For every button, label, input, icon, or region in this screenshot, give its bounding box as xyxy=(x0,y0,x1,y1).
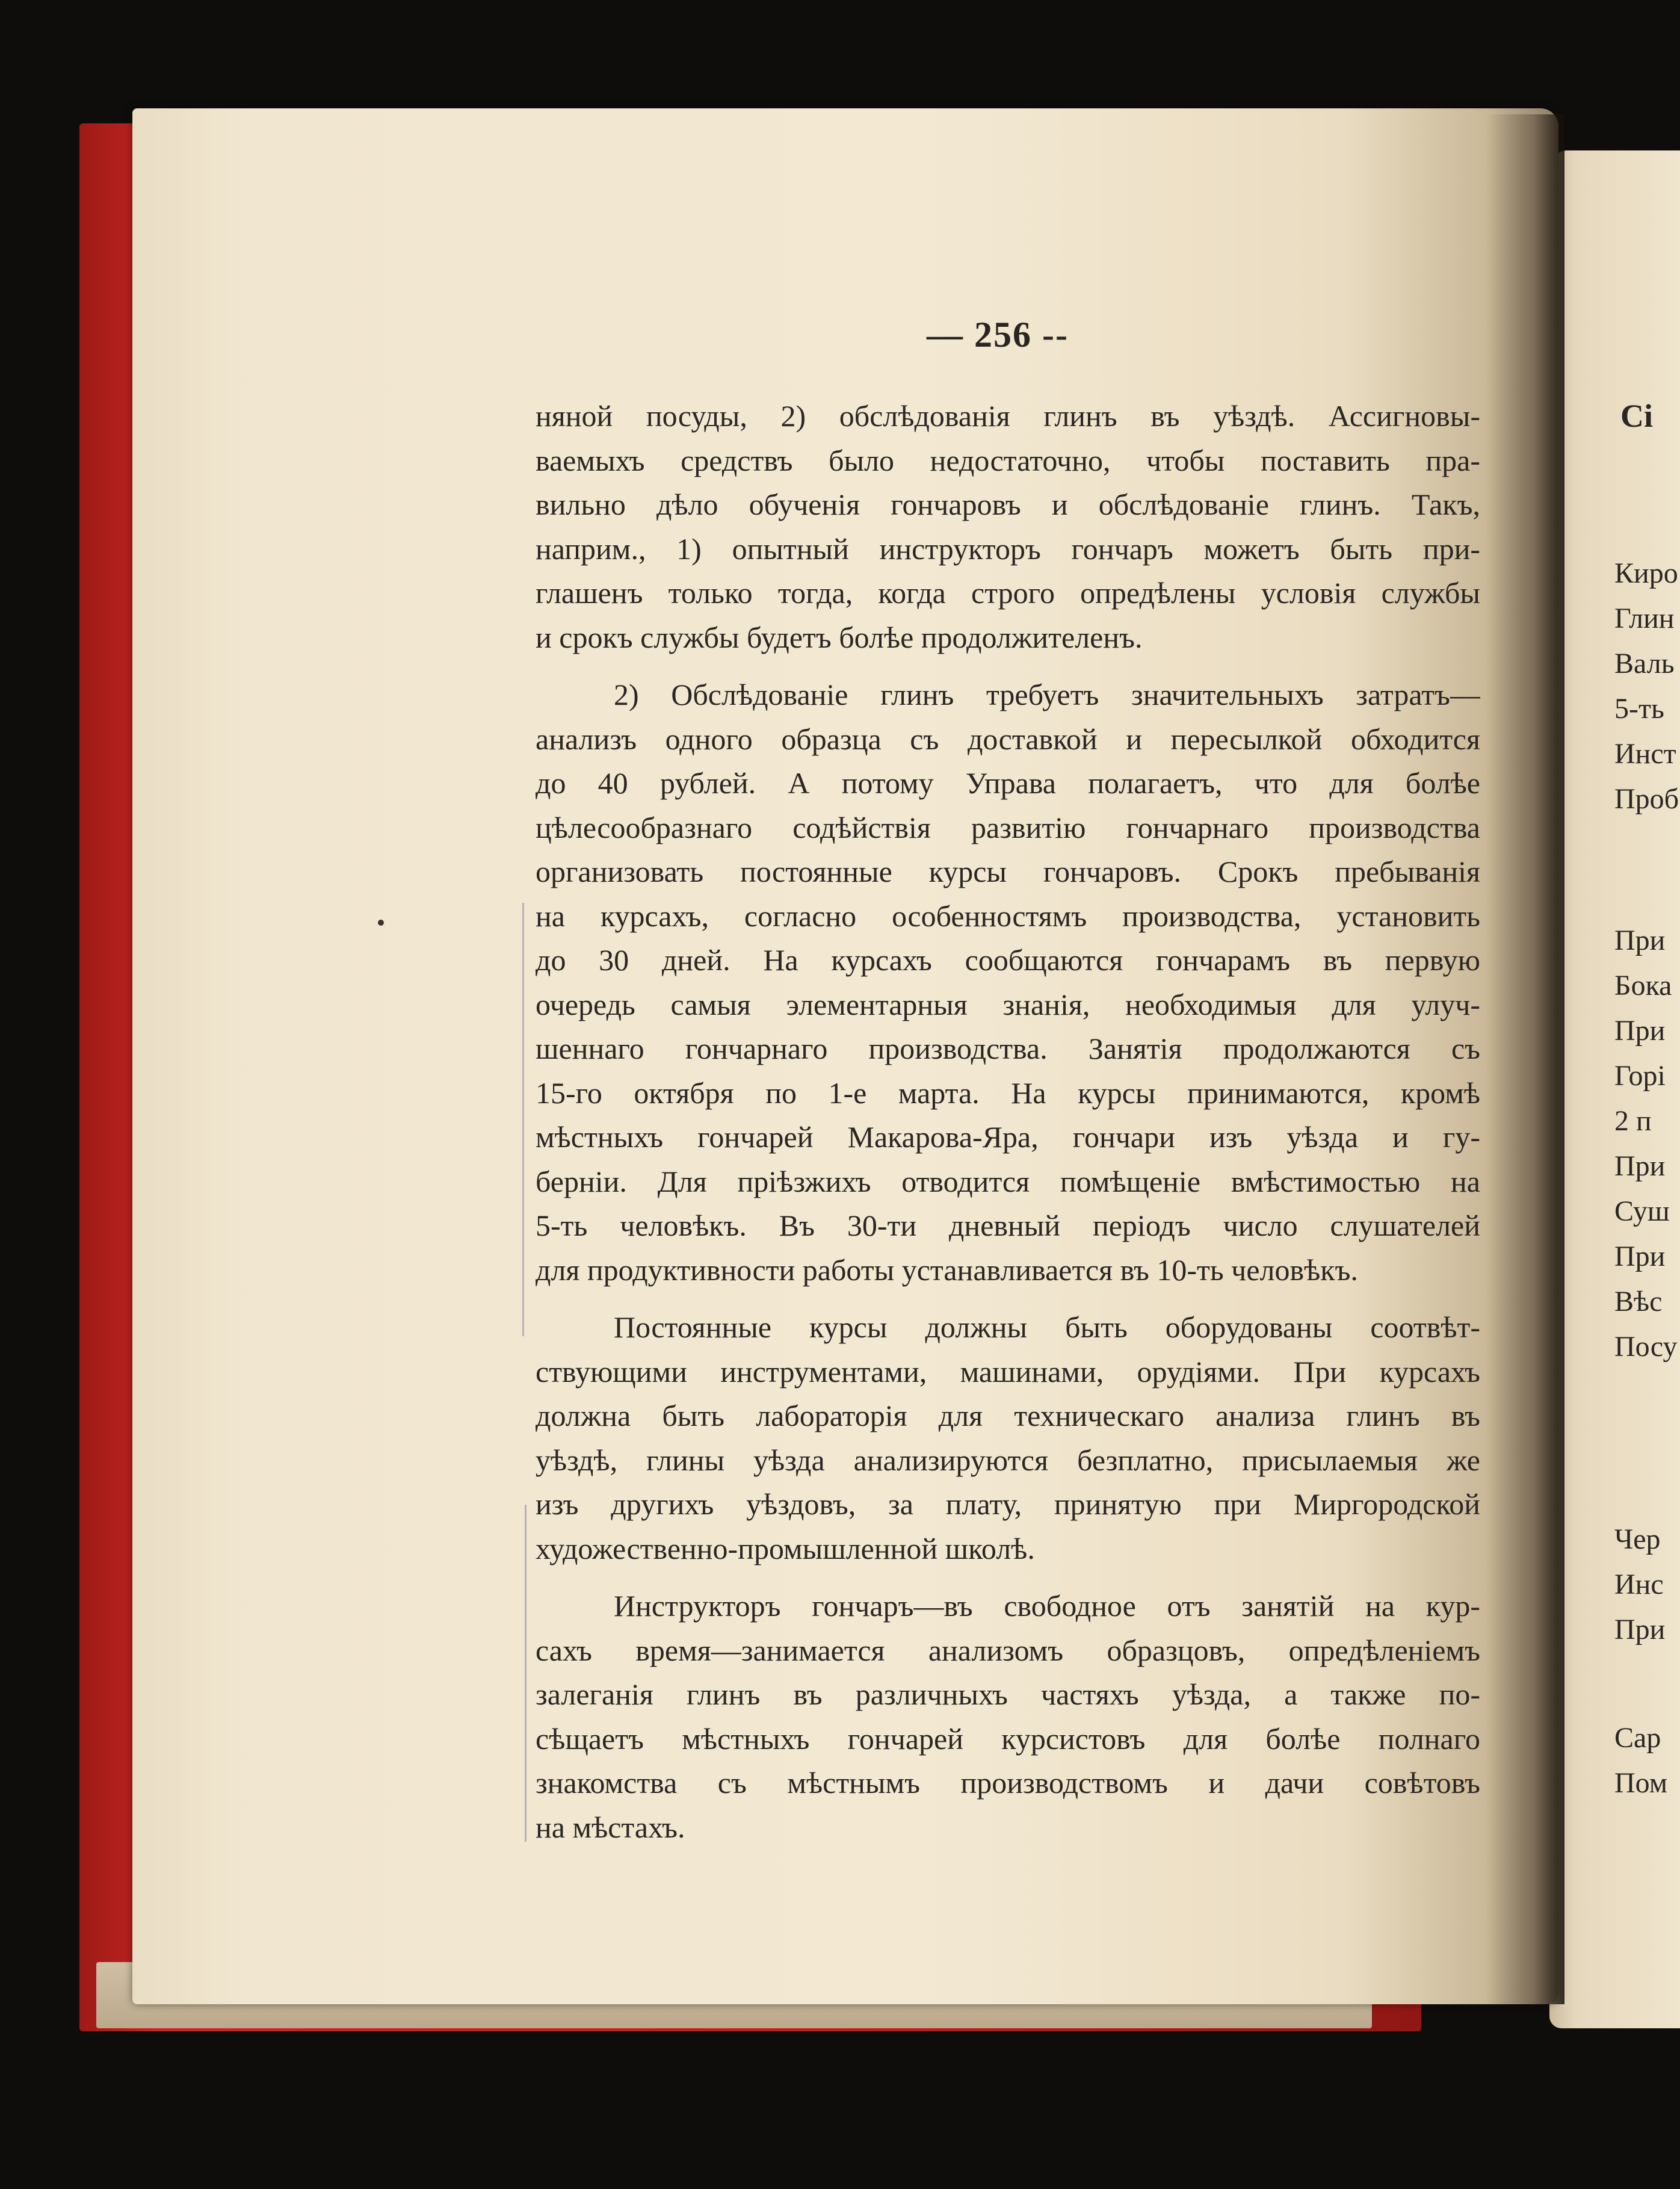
right-page-line: Киро xyxy=(1614,557,1678,589)
text-line: вильно дѣло обученія гончаровъ и обслѣдованіе глинъ. Такъ, xyxy=(536,488,1480,521)
body-text xyxy=(536,394,1480,1850)
right-page-line: Горі xyxy=(1614,1060,1666,1092)
right-page-line: Проб xyxy=(1614,783,1679,815)
paragraph xyxy=(536,1584,1480,1850)
text-line: до 30 дней. На курсахъ сообщаются гончарамъ въ первую xyxy=(536,943,1480,977)
text-line: до 40 рублей. А потому Управа полагаетъ, что для болѣе xyxy=(536,766,1480,800)
right-page-line: Сар xyxy=(1614,1722,1661,1754)
paragraph xyxy=(536,394,1480,660)
right-page-line: При xyxy=(1614,924,1666,956)
text-line: цѣлесообразнаго содѣйствія развитію гончарнаго производства xyxy=(536,810,1480,844)
text-line: 2) Обслѣдованіе глинъ требуетъ значительныхъ затратъ— xyxy=(614,678,1480,711)
right-page-line: Глин xyxy=(1614,602,1675,634)
right-page-line: Суш xyxy=(1614,1195,1670,1227)
text-line: на мѣстахъ. xyxy=(536,1810,685,1844)
text-line: знакомства съ мѣстнымъ производствомъ и дачи совѣтовъ xyxy=(536,1766,1480,1800)
text-line: изъ другихъ уѣздовъ, за плату, принятую при Миргородской xyxy=(536,1487,1480,1521)
right-page-line: При xyxy=(1614,1240,1666,1272)
text-line: глашенъ только тогда, когда строго опредѣлены условія службы xyxy=(536,576,1480,610)
text-line: няной посуды, 2) обслѣдованія глинъ въ уѣздѣ. Ассигновы- xyxy=(536,399,1480,433)
text-line: анализъ одного образца съ доставкой и пересылкой обходится xyxy=(536,722,1480,756)
text-line: должна быть лабораторія для техническаго анализа глинъ въ xyxy=(536,1399,1480,1432)
book-gutter xyxy=(1486,114,1564,2004)
right-page-line: Чер xyxy=(1614,1523,1661,1555)
text-line: Постоянные курсы должны быть оборудованы соотвѣт- xyxy=(614,1310,1480,1344)
text-line: Инструкторъ гончаръ—въ свободное отъ занятій на кур- xyxy=(614,1589,1480,1623)
right-page-line: При xyxy=(1614,1015,1666,1047)
text-line: организовать постоянные курсы гончаровъ. Срокъ пребыванія xyxy=(536,855,1480,888)
text-line: и срокъ службы будетъ болѣе продолжителенъ. xyxy=(536,620,1143,654)
text-line: сахъ время—занимается анализомъ образцовъ, опредѣленіемъ xyxy=(536,1633,1480,1667)
right-page-line: Инс xyxy=(1614,1568,1664,1600)
right-page-line: Бока xyxy=(1614,970,1672,1002)
ink-dot xyxy=(378,920,384,926)
text-line: уѣздѣ, глины уѣзда анализируются безплатно, присылаемыя же xyxy=(536,1443,1480,1477)
text-line: 15-го октября по 1-е марта. На курсы принимаются, кромѣ xyxy=(536,1076,1480,1110)
page-number: — 256 -- xyxy=(927,315,1069,355)
right-page-line: 2 п xyxy=(1614,1105,1652,1137)
text-line: сѣщаетъ мѣстныхъ гончарей курсистовъ для болѣе полнаго xyxy=(536,1721,1480,1756)
right-page-line: При xyxy=(1614,1150,1666,1182)
right-page-heading: Сі xyxy=(1620,398,1653,434)
text-line: залеганія глинъ въ различныхъ частяхъ уѣзда, а также по- xyxy=(536,1677,1480,1711)
text-line: берніи. Для пріѣзжихъ отводится помѣщеніе вмѣстимостью на xyxy=(536,1164,1480,1198)
right-page-line: 5-ть xyxy=(1614,693,1664,725)
pencil-margin-mark xyxy=(522,903,524,1336)
paragraph xyxy=(536,673,1480,1292)
pencil-margin-mark xyxy=(525,1505,527,1842)
text-line: мѣстныхъ гончарей Макарова-Яра, гончари изъ уѣзда и гу- xyxy=(536,1120,1480,1154)
text-line: для продуктивности работы устанавливается въ 10-ть человѣкъ. xyxy=(536,1252,1358,1287)
text-line: ваемыхъ средствъ было недостаточно, чтобы поставить пра- xyxy=(536,443,1480,477)
text-line: художественно-промышленной школѣ. xyxy=(536,1531,1035,1565)
text-line: ствующими инструментами, машинами, орудіями. При курсахъ xyxy=(536,1354,1480,1389)
text-line: шеннаго гончарнаго производства. Занятія продолжаются съ xyxy=(536,1032,1480,1065)
right-page-line: Пом xyxy=(1614,1767,1668,1799)
right-page-line: Вѣс xyxy=(1614,1286,1663,1317)
paragraph xyxy=(536,1305,1480,1571)
text-line: 5-ть человѣкъ. Въ 30-ти дневный періодъ число слушателей xyxy=(536,1209,1480,1242)
right-page-line: При xyxy=(1614,1614,1666,1646)
text-line: на курсахъ, согласно особенностямъ производства, установить xyxy=(536,899,1480,933)
right-page-line: Валь xyxy=(1614,648,1675,680)
text-line: очередь самыя элементарныя знанія, необходимыя для улуч- xyxy=(536,987,1480,1021)
right-page-line: Инст xyxy=(1614,738,1676,770)
right-page-line: Посу xyxy=(1614,1331,1678,1363)
text-line: наприм., 1) опытный инструкторъ гончаръ можетъ быть при- xyxy=(536,531,1480,566)
